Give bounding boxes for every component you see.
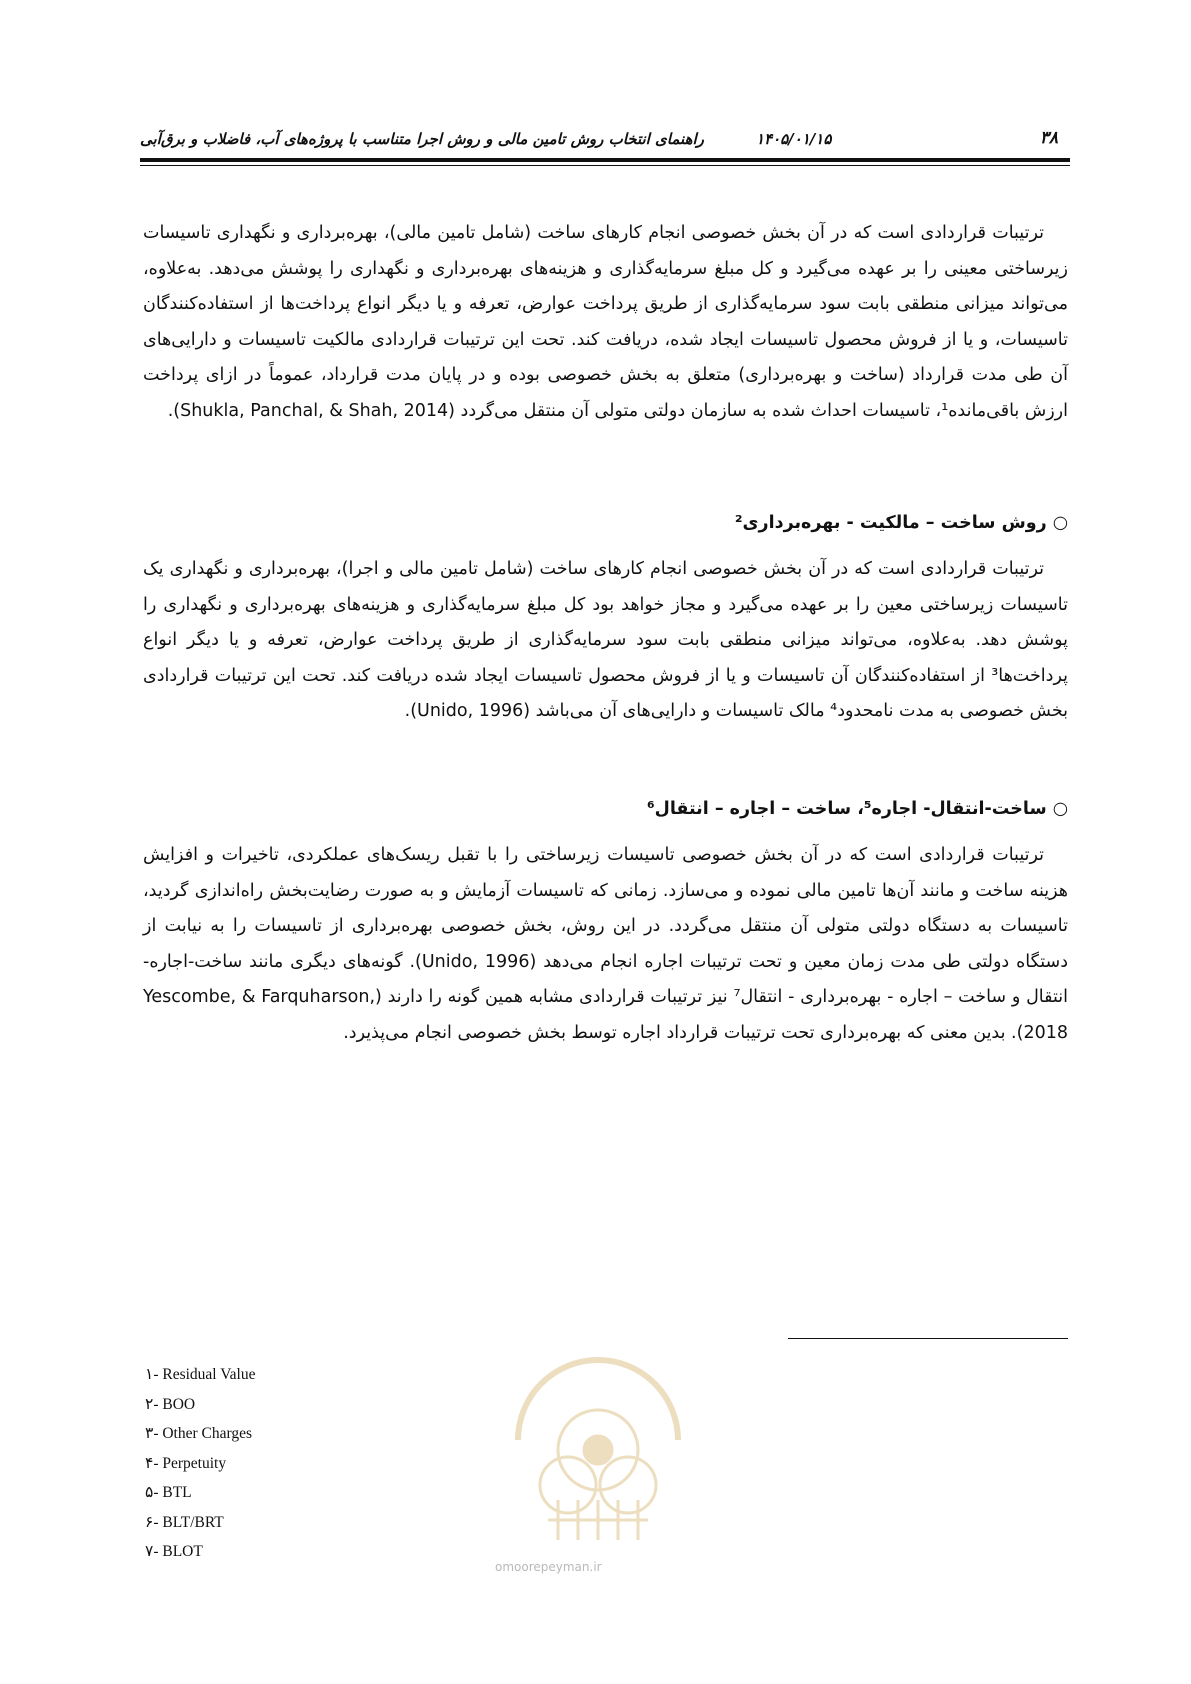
footnote-item: ۷- BLOT — [145, 1543, 203, 1560]
watermark-site: omoorepeyman.ir — [495, 1560, 602, 1574]
footnote-item: ۵- BTL — [145, 1484, 192, 1501]
watermark-logo — [488, 1300, 708, 1550]
paragraph-2: ترتیبات قراردادی است که در آن بخش خصوصی انجام کارهای ساخت (شامل تامین مالی و اجرا)، بهره‌برداری و نگهداری یک تاسیسات زیرساختی معین را بر عهده می‌گیرد و مجاز خواهد بود کل مبلغ سرمایه‌گذاری و هزینه‌های بهره‌برداری و نگهداری را پوشش دهد. به‌علاوه، می‌تواند میزانی منطقی بابت سود سرمایه‌گذاری از طریق پرداخت عوارض، تعرفه و یا دیگر انواع پرداخت‌ها³ از استفاده‌کنندگان آن تاسیسات و یا از فروش محصول تاسیسات ایجاد شده دریافت کند. تحت این ترتیبات قراردادی بخش خصوصی به مدت نامحدود⁴ مالک تاسیسات و دارایی‌های آن می‌باشد (Unido, 1996). — [143, 559, 1068, 721]
section-heading-1 — [143, 506, 1068, 552]
body-text — [143, 216, 1068, 1138]
footnote-rule — [788, 1338, 1068, 1339]
footnote-item: ۱- Residual Value — [145, 1366, 256, 1383]
section-heading-1-text: روش ساخت – مالکیت - بهره‌برداری² — [734, 513, 1047, 533]
header-rule-thick — [140, 158, 1070, 162]
bullet-circle-icon: ○ — [1052, 513, 1068, 533]
header-title: راهنمای انتخاب روش تامین مالی و روش اجرا متناسب با پروژه‌های آب، فاضلاب و برق‌آبی — [140, 130, 704, 148]
section-heading-2 — [143, 792, 1068, 838]
footnotes — [145, 1360, 465, 1567]
page-number: ۳۸ — [1039, 128, 1058, 148]
page-header — [140, 118, 1070, 168]
footnote-item: ۶- BLT/BRT — [145, 1513, 224, 1531]
footnote-item: ۲- BOO — [145, 1395, 196, 1413]
header-date: ۱۴۰۵/۰۱/۱۵ — [756, 130, 832, 148]
paragraph-3: ترتیبات قراردادی است که در آن بخش خصوصی تاسیسات زیرساختی را با تقبل ریسک‌های عملکردی، تاخیرات و افزایش هزینه ساخت و مانند آن‌ها تامین مالی نموده و می‌سازد. زمانی که تاسیسات آزمایش و به صورت رضایت‌بخش راه‌اندازی گردید، تاسیسات به دستگاه دولتی متولی آن منتقل می‌گردد. در این روش، بخش خصوصی بهره‌برداری از تاسیسات را به نیابت از دستگاه دولتی طی مدت زمان معین و تحت ترتیبات اجاره انجام می‌دهد (Unido, 1996). گونه‌های دیگری مانند ساخت-اجاره-انتقال و ساخت – اجاره - بهره‌برداری - انتقال⁷ نیز ترتیبات قراردادی مشابه همین گونه را دارند (Yescombe, & Farquharson, 2018). بدین معنی که بهره‌برداری تحت ترتیبات قرارداد اجاره توسط بخش خصوصی انجام می‌پذیرد. — [143, 845, 1069, 1043]
header-rule-thin — [140, 165, 1070, 166]
footnote-item: ۳- Other Charges — [145, 1425, 253, 1442]
bullet-circle-icon: ○ — [1052, 799, 1068, 819]
section-heading-2-text: ساخت-انتقال- اجاره⁵، ساخت – اجاره – انتقال⁶ — [646, 799, 1047, 819]
footnote-item: ۴- Perpetuity — [145, 1454, 227, 1472]
paragraph-1: ترتیبات قراردادی است که در آن بخش خصوصی انجام کارهای ساخت (شامل تامین مالی)، بهره‌برداری و نگهداری تاسیسات زیرساختی معینی را بر عهده می‌گیرد و کل مبلغ سرمایه‌گذاری و هزینه‌های بهره‌برداری و نگهداری را پوشش می‌دهد. به‌علاوه، می‌تواند میزانی منطقی بابت سود سرمایه‌گذاری از طریق پرداخت عوارض، تعرفه و یا دیگر انواع پرداخت‌ها از استفاده‌کنندگان تاسیسات، و یا از فروش محصول تاسیسات ایجاد شده، دریافت کند. تحت این ترتیبات قراردادی مالکیت تاسیسات و دارایی‌های آن طی مدت قرارداد (ساخت و بهره‌برداری) متعلق به بخش خصوصی بوده و در پایان مدت قرارداد، عموماً در ازای پرداخت ارزش باقی‌مانده¹، تاسیسات احداث شده به سازمان دولتی متولی آن منتقل می‌گردد (Shukla, Panchal, & Shah, 2014). — [143, 223, 1068, 421]
